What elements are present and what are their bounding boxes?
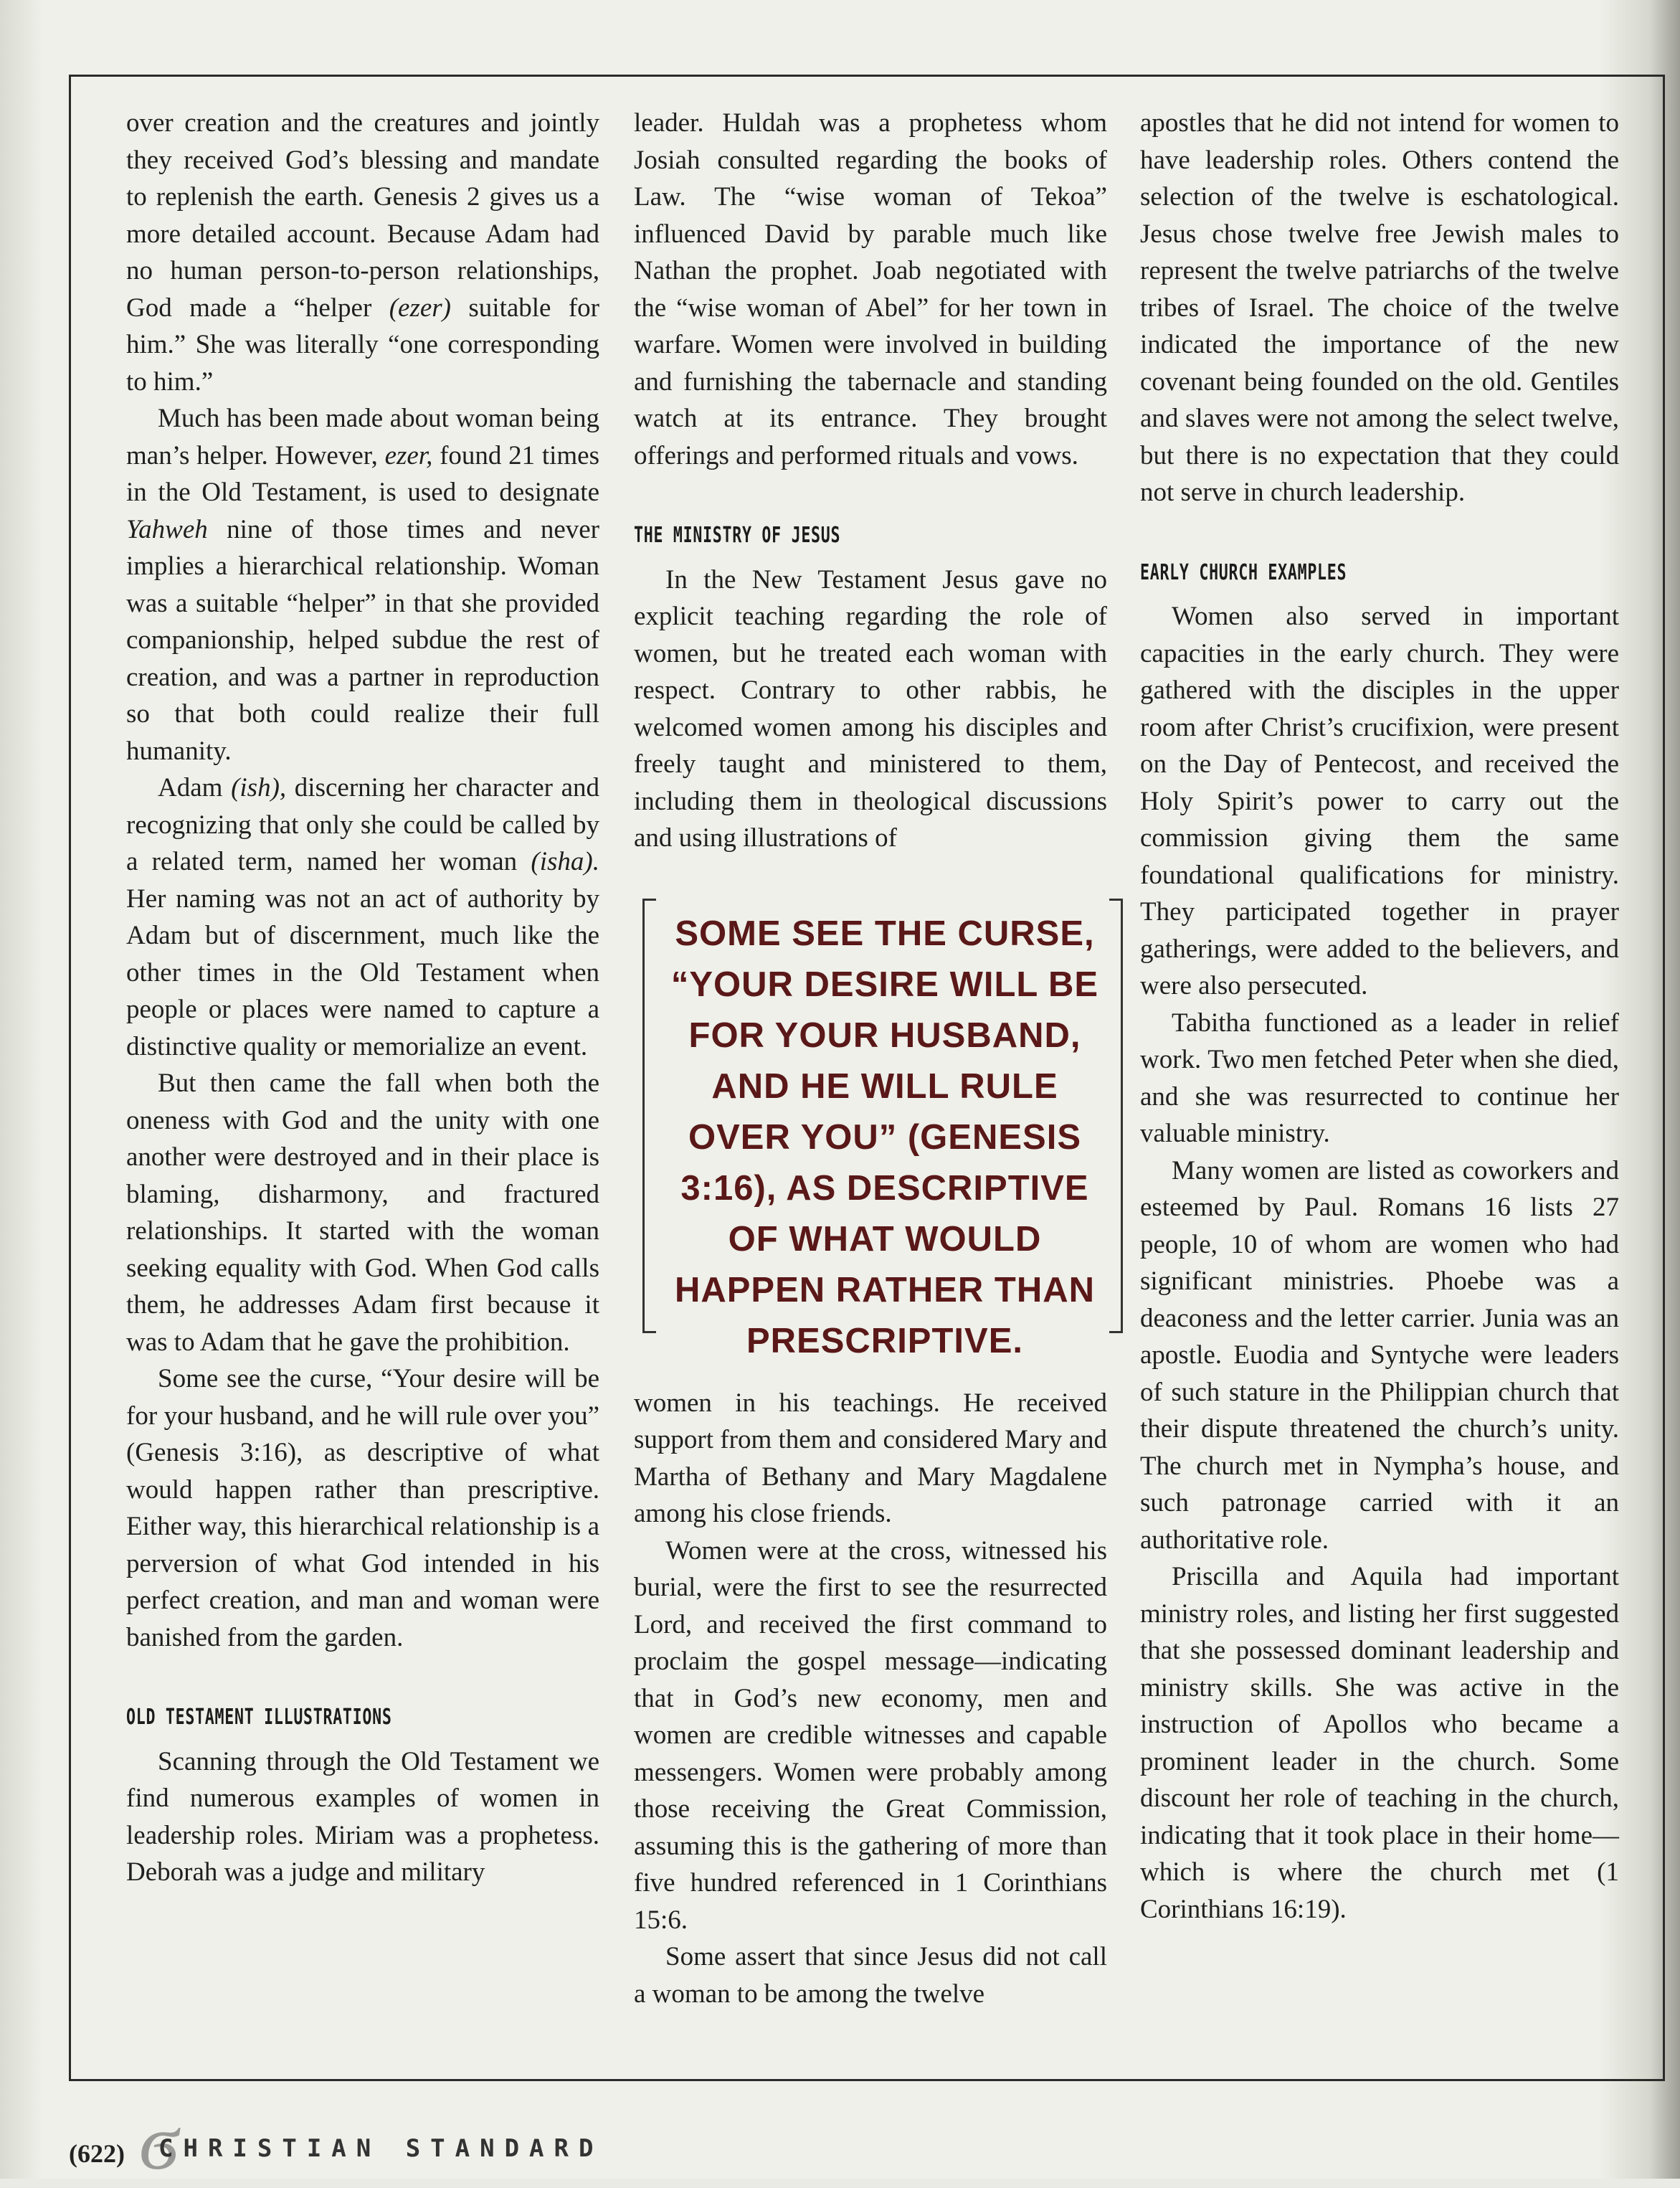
paragraph: women in his teachings. He received support from them and considered Mary and Martha of Bethany and Mary Magdalene among his close friends. xyxy=(634,1388,1107,1528)
paragraph: Much has been made about woman being man’s helper. However, ezer, found 21 times in the Old Testament, is used to designate Yahweh nine of those times and never implies a hierarchical relationship. Woman was a suitable “helper” in that she provided companionship, helped subdue the rest of creation, and was a partner in reproduction so that both could realize their full humanity. xyxy=(126,404,600,766)
masthead: CHRISTIAN STANDARD xyxy=(158,2134,604,2163)
paragraph: But then came the fall when both the oneness with God and the unity with one another were destroyed and in their place is blaming, disharmony, and fractured relationships. It started with the woman seeking equality with God. When God calls them, he addresses Adam first because it was to Adam that he gave the prohibition. xyxy=(126,1069,599,1357)
paragraph: Women were at the cross, witnessed his burial, were the first to see the resurrected Lord, and received the first command to proclaim the gospel message—indicating that in God’s new economy, men and women are credible witnesses and capable messengers. Women were probably among those receiving the Great Commission, assuming this is the gathering of more than five hundred referenced in 1 Corinthians 15:6. xyxy=(634,1535,1107,1935)
page-footer xyxy=(69,2095,642,2187)
bracket-left xyxy=(642,899,656,1333)
column-2 xyxy=(634,105,1107,2012)
paragraph: leader. Huldah was a prophetess whom Josiah consulted regarding the books of Law. The “wise woman of Tekoa” influenced David by parable much like Nathan the prophet. Joab negotiated with the “wise woman of Abel” for her town in warfare. Women were involved in building and furnishing the tabernacle and standing watch at its entrance. They brought offerings and performed rituals and vows. xyxy=(634,108,1107,470)
masthead-logo-icon: ϭ xyxy=(139,2095,179,2187)
paragraph: over creation and the creatures and jointly they received God’s blessing and mandate to replenish the earth. Genesis 2 gives us a more detailed account. Because Adam had no human person-to-person relationships, God made a “helper (ezer) suitable for him.” She was literally “one corresponding to him.” xyxy=(126,108,600,397)
paragraph: apostles that he did not intend for women to have leadership roles. Others contend the selection of the twelve is eschatological. Jesus chose twelve free Jewish males to represent the twelve patriarchs of the twelve tribes of Israel. The choice of the twelve indicated the importance of the new covenant being founded on the old. Gentiles and slaves were not among the select twelve, but there is no expectation that they could not serve in church leadership. xyxy=(1140,108,1619,507)
paragraph: In the New Testament Jesus gave no explicit teaching regarding the role of women, but he treated each woman with respect. Contrary to other rabbis, he welcomed women among his disciples and freely taught and ministered to them, including them in theological discussions and using illustrations of xyxy=(634,564,1107,853)
section-heading: OLD TESTAMENT ILLUSTRATIONS xyxy=(126,1705,392,1730)
section-heading: THE MINISTRY OF JESUS xyxy=(634,523,841,548)
column-1 xyxy=(126,105,599,1891)
pull-quote xyxy=(634,899,1107,1360)
paragraph: Women also served in important capacities in the early church. They were gathered with the disciples in the upper room after Christ’s crucifixion, were present on the Day of Pentecost, and received the Holy Spirit’s power to carry out the commission giving them the same foundational qualifications for ministry. They participated together in prayer gatherings, were added to the believers, and were also persecuted. xyxy=(1140,602,1619,1000)
pull-quote-text: SOME SEE THE CURSE, “YOUR DESIRE WILL BE FOR YOUR HUSBAND, AND HE WILL RULE OVER YOU” (GENESIS 3:16), AS DESCRIPTIVE OF WHAT WOULD HAPPEN RATHER THAN PRESCRIPTIVE. xyxy=(670,914,1099,1360)
paragraph: Some see the curse, “Your desire will be for your husband, and he will rule over you” (Genesis 3:16), as descriptive of what would happen rather than prescriptive. Either way, this hierarchical relationship is a perversion of what God intended in his perfect creation, and man and woman were banished from the garden. xyxy=(126,1364,599,1652)
paragraph: Many women are listed as coworkers and esteemed by Paul. Romans 16 lists 27 people, 10 of whom are women who had significant ministries. Phoebe was a deaconess and the letter carrier. Junia was an apostle. Euodia and Syntyche were leaders of such stature in the Philippian church that their dispute threatened the church’s unity. The church met in Nympha’s house, and such patronage carried with it an authoritative role. xyxy=(1140,1155,1619,1555)
column-3 xyxy=(1140,105,1619,1928)
section-heading: EARLY CHURCH EXAMPLES xyxy=(1140,559,1347,585)
paragraph: Priscilla and Aquila had important ministry roles, and listing her first suggested that she possessed dominant leadership and ministry skills. She was active in the instruction of Apollos who became a prominent leader in the church. Some discount her role of teaching in the church, indicating that it took place in their home—which is where the church met (1 Corinthians 16:19). xyxy=(1140,1562,1619,1924)
bracket-right xyxy=(1109,899,1123,1333)
paragraph: Some assert that since Jesus did not call a woman to be among the twelve xyxy=(634,1942,1107,2009)
paragraph: Tabitha functioned as a leader in relief work. Two men fetched Peter when she died, and she was resurrected to continue her valuable ministry. xyxy=(1140,1008,1619,1148)
paragraph: Scanning through the Old Testament we find numerous examples of women in leadership roles. Miriam was a prophetess. Deborah was a judge and military xyxy=(126,1746,599,1887)
page-number: (622) xyxy=(69,2139,125,2168)
paragraph: Adam (ish), discerning her character and recognizing that only she could be called by a related term, named her woman (isha). Her naming was not an act of authority by Adam but of discernment, much like the other times in the Old Testament when people or places were named to capture a distinctive quality or memorialize an event. xyxy=(126,773,600,1061)
